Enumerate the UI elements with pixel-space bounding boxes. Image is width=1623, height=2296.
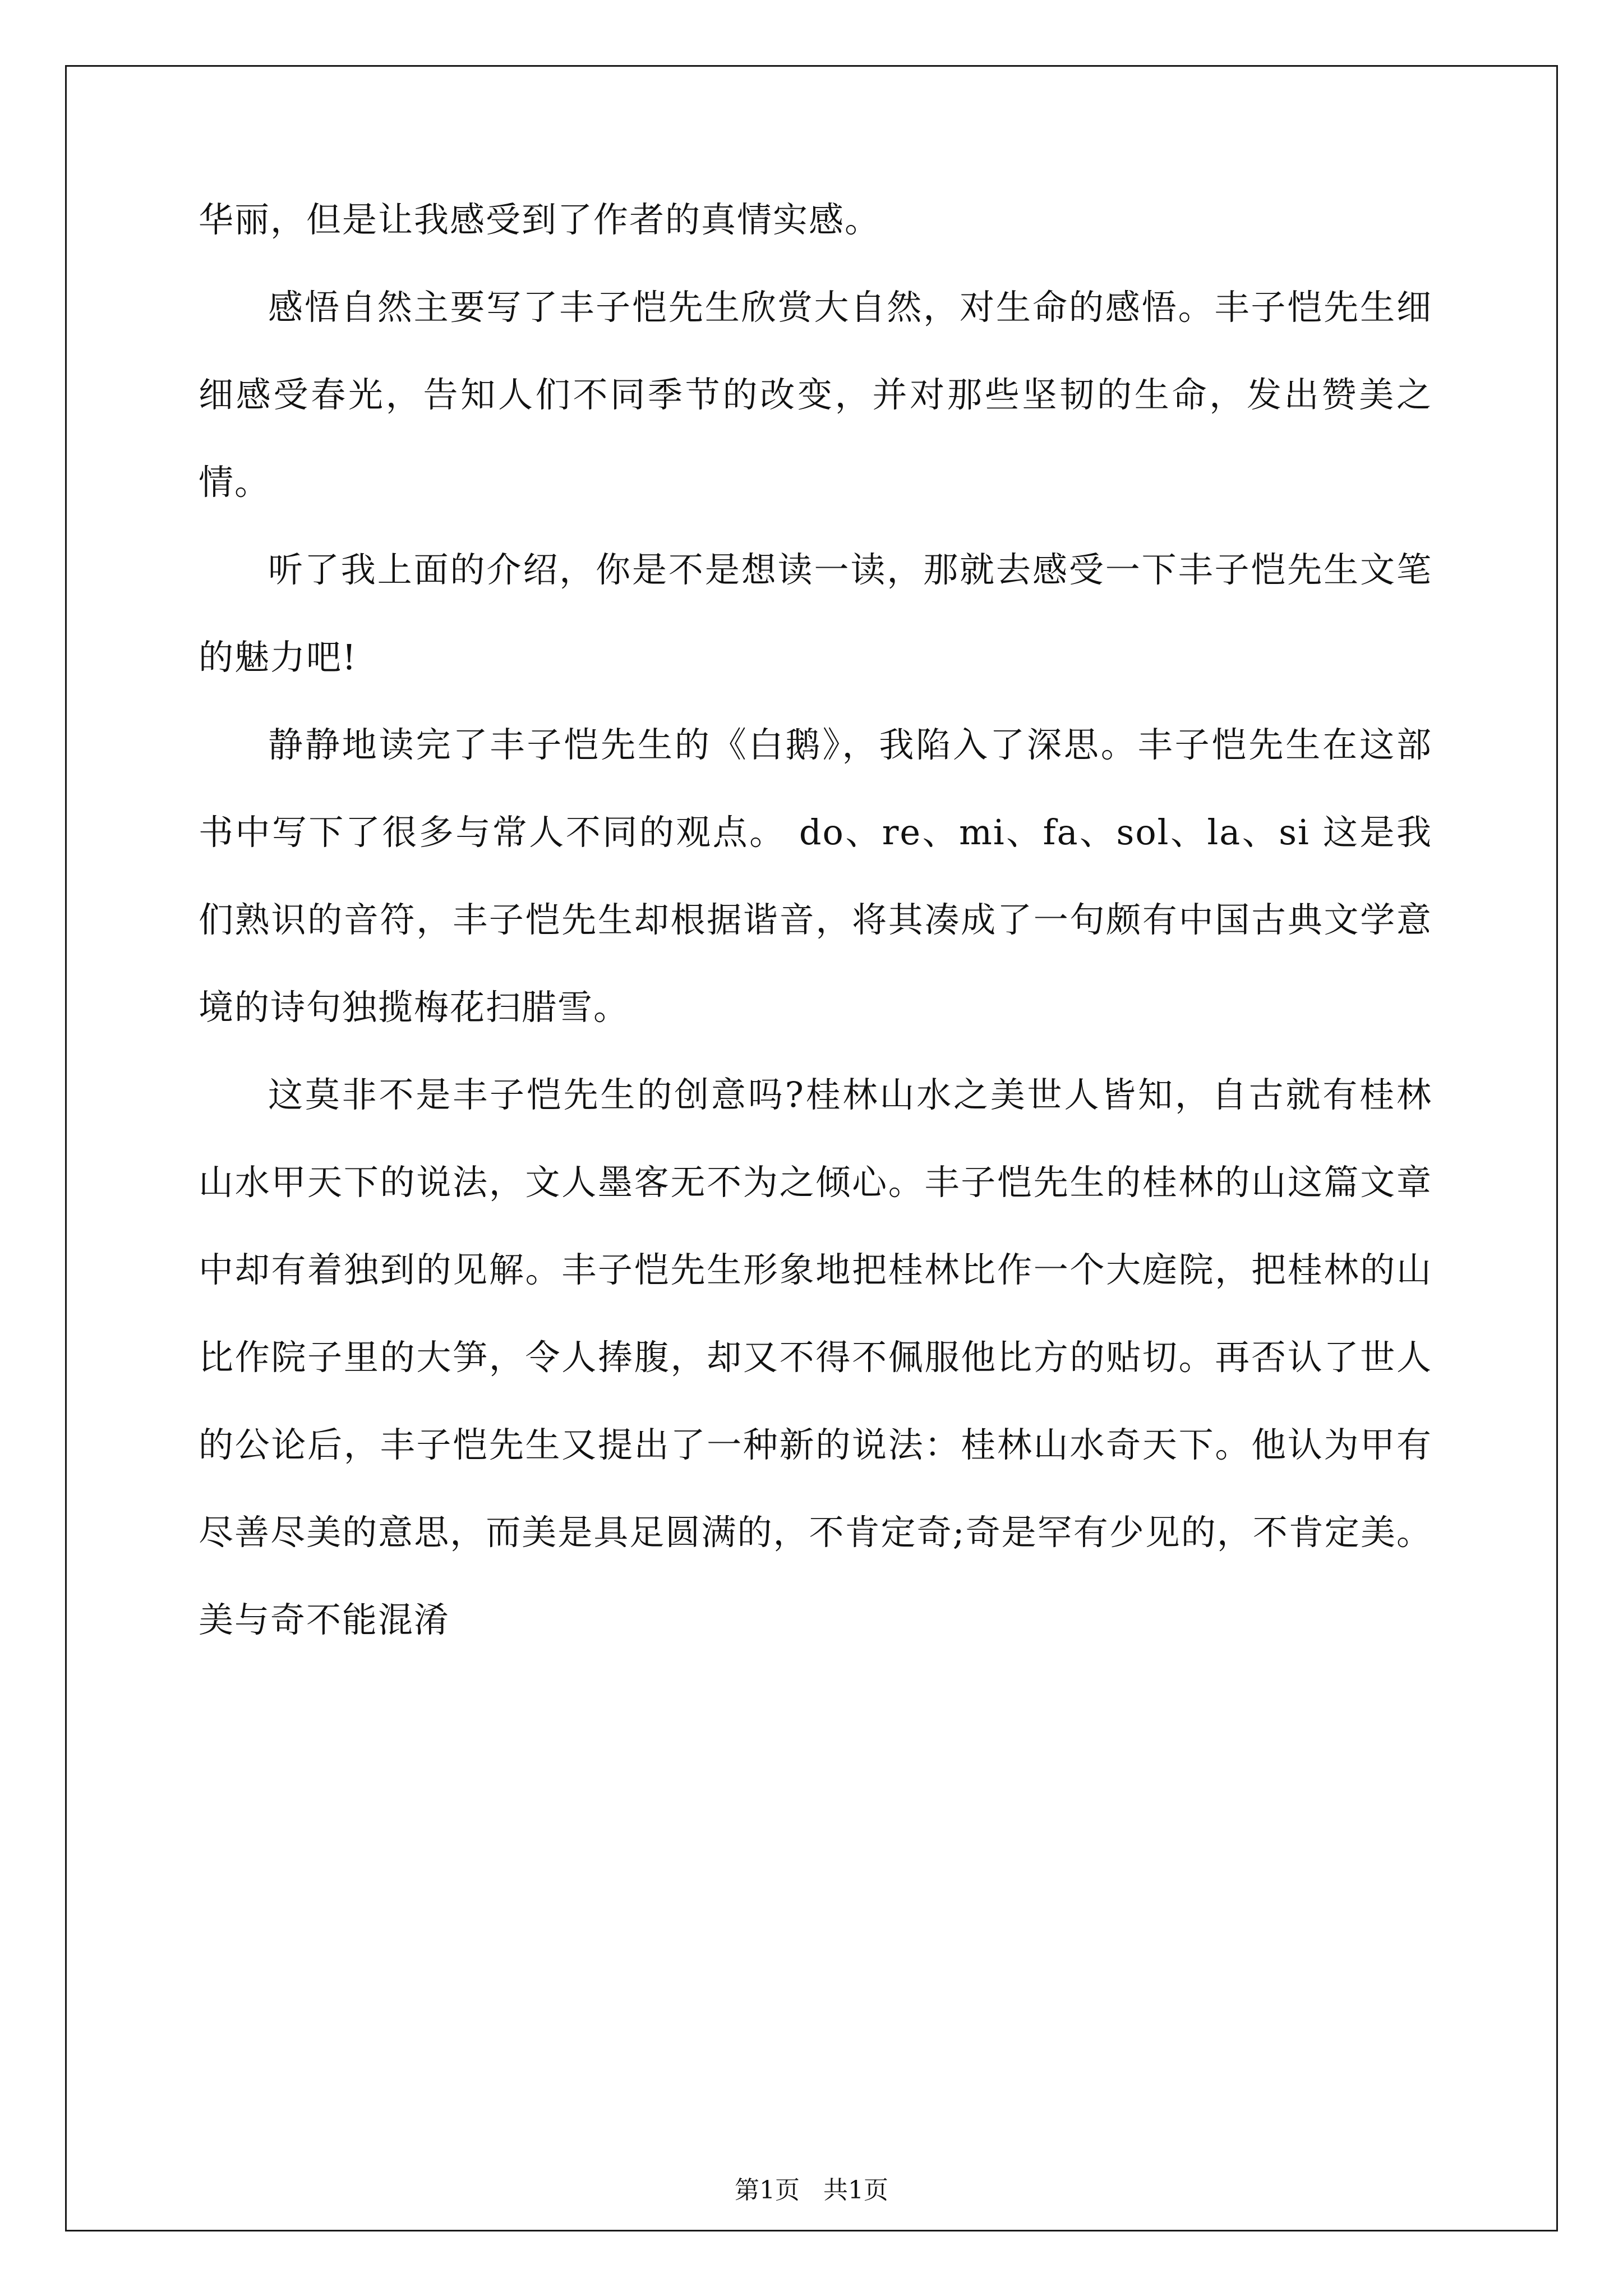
page-number-footer: 第1页 共1页	[735, 2176, 888, 2205]
paragraph-2: 感悟自然主要写了丰子恺先生欣赏大自然，对生命的感悟。丰子恺先生细细感受春光，告知人们不同季节的改变，并对那些坚韧的生命，发出赞美之情。	[199, 287, 1432, 503]
paragraph-5: 这莫非不是丰子恺先生的创意吗?桂林山水之美世人皆知，自古就有桂林山水甲天下的说法，文人墨客无不为之倾心。丰子恺先生的桂林的山这篇文章中却有着独到的见解。丰子恺先生形象地把桂林比作一个大庭院，把桂林的山比作院子里的大笋，令人捧腹，却又不得不佩服他比方的贴切。再否认了世人的公论后，丰子恺先生又提出了一种新的说法：桂林山水奇天下。他认为甲有尽善尽美的意思，而美是具足圆满的，不肯定奇;奇是罕有少见的，不肯定美。美与奇不能混淆	[199, 1074, 1432, 1640]
paragraph-3: 听了我上面的介绍，你是不是想读一读，那就去感受一下丰子恺先生文笔的魅力吧!	[199, 549, 1432, 678]
paragraph-4: 静静地读完了丰子恺先生的《白鹅》，我陷入了深思。丰子恺先生在这部书中写下了很多与常人不同的观点。 do、re、mi、fa、sol、la、si 这是我们熟识的音符，丰子恺先生却根据谐音，将其凑成了一句颇有中国古典文学意境的诗句独揽梅花扫腊雪。	[199, 724, 1432, 1028]
document-body	[199, 176, 1432, 1664]
paragraph-1: 华丽，但是让我感受到了作者的真情实感。	[199, 199, 881, 240]
